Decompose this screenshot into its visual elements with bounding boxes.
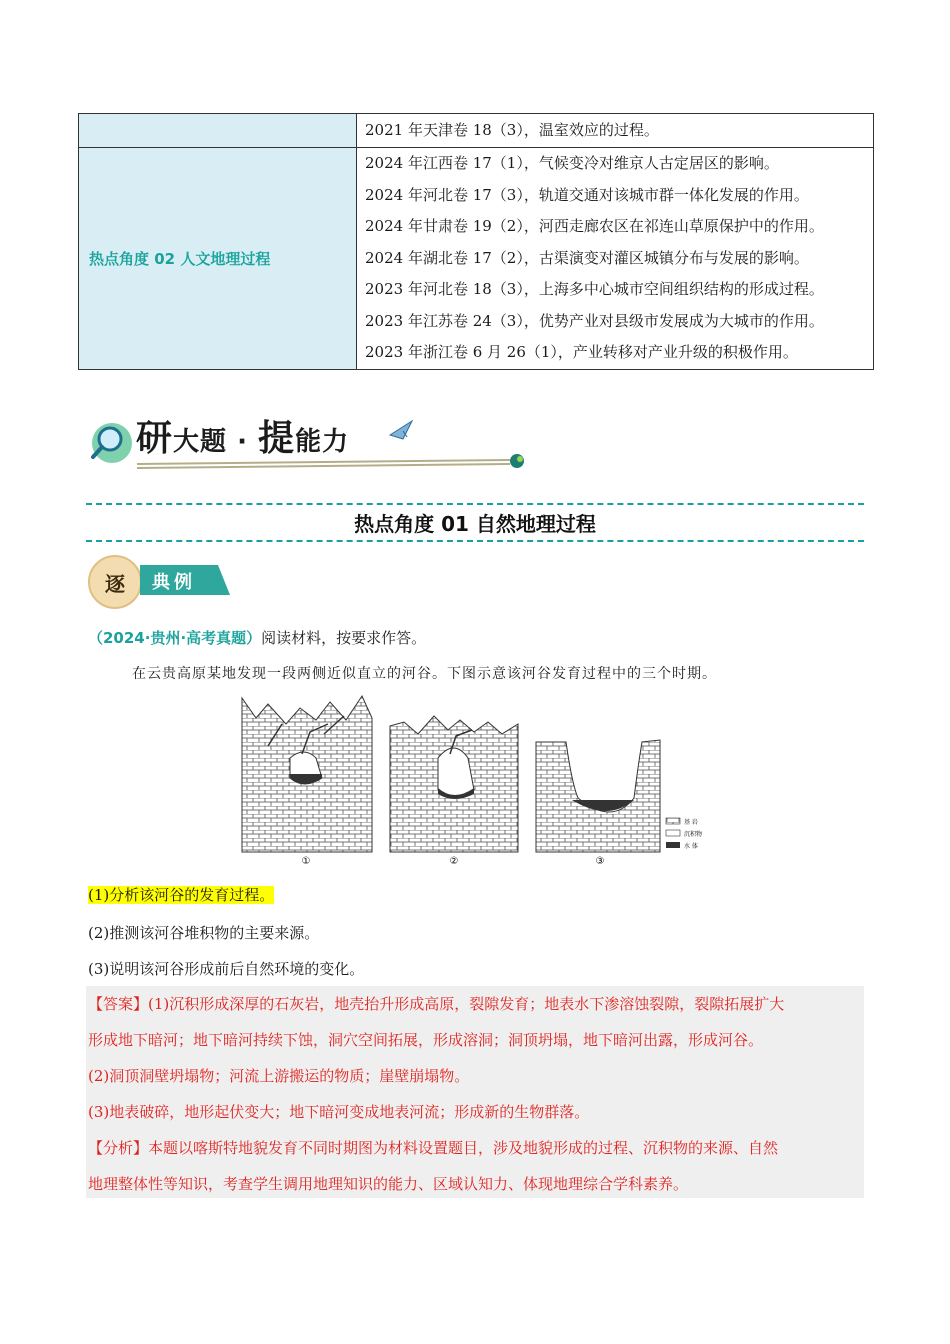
source-text: 阅读材料，按要求作答。 bbox=[261, 629, 427, 647]
stage-2-diagram bbox=[390, 716, 518, 852]
stage-3-diagram bbox=[536, 740, 660, 852]
seal-text: 逐 bbox=[105, 571, 125, 596]
valley-development-figure bbox=[238, 694, 718, 869]
stage-label: ① bbox=[301, 856, 311, 867]
question-2: (2)推测该河谷堆积物的主要来源。 bbox=[88, 924, 320, 942]
figure-legend bbox=[666, 818, 702, 850]
table-content-cell bbox=[357, 114, 874, 148]
example-seal-icon bbox=[88, 555, 142, 609]
material-text: 在云贵高原某地发现一段两侧近似直立的河谷。下图示意该河谷发育过程中的三个时期。 bbox=[132, 666, 717, 682]
exam-item: 2024 年河北卷 17（3），轨道交通对该城市群一体化发展的作用。 bbox=[365, 185, 809, 204]
paper-plane-icon bbox=[390, 421, 412, 439]
answer-line: 形成地下暗河；地下暗河持续下蚀，洞穴空间拓展，形成溶洞；洞顶坍塌，地下暗河出露，形成河谷。 bbox=[88, 1031, 764, 1049]
legend-label: 基 岩 bbox=[684, 819, 698, 826]
table-label-cell: 热点角度 02 人文地理过程 bbox=[79, 148, 357, 370]
table-row bbox=[79, 148, 874, 370]
analysis-line: 地理整体性等知识，考查学生调用地理知识的能力、区域认知力、体现地理综合学科素养。 bbox=[88, 1175, 689, 1193]
highlighted-text: (1)分析该河谷的发育过程。 bbox=[88, 886, 275, 904]
banner-char: 大题 bbox=[173, 427, 228, 457]
question-source bbox=[88, 627, 426, 648]
exam-item: 2024 年湖北卷 17（2），古渠演变对灌区城镇分布与发展的影响。 bbox=[365, 248, 809, 267]
topic-table bbox=[78, 113, 874, 370]
table-row bbox=[79, 114, 874, 148]
banner-title bbox=[136, 410, 349, 461]
divider bbox=[86, 540, 864, 542]
answer-line: 【答案】(1)沉积形成深厚的石灰岩，地壳抬升形成高原，裂隙发育；地表水下渗溶蚀裂隙，裂隙拓展扩大 bbox=[88, 995, 785, 1013]
stage-label: ③ bbox=[595, 856, 605, 867]
divider bbox=[86, 503, 864, 505]
exam-item: 2021 年天津卷 18（3），温室效应的过程。 bbox=[365, 120, 659, 139]
table-label-cell bbox=[79, 114, 357, 148]
exam-item: 2023 年河北卷 18（3），上海多中心城市空间组织结构的形成过程。 bbox=[365, 280, 824, 298]
exam-item: 2023 年浙江卷 6 月 26（1），产业转移对产业升级的积极作用。 bbox=[365, 343, 798, 361]
question-1 bbox=[88, 884, 274, 905]
banner-dot: · bbox=[237, 427, 248, 457]
banner-char: 研 bbox=[136, 418, 174, 459]
section-title: 热点角度 01 自然地理过程 bbox=[354, 512, 596, 536]
example-tag-label: 典例 bbox=[152, 572, 196, 593]
exam-item: 2024 年甘肃卷 19（2），河西走廊农区在祁连山草原保护中的作用。 bbox=[365, 217, 824, 235]
question-3: (3)说明该河谷形成前后自然环境的变化。 bbox=[88, 960, 365, 978]
answer-line: (3)地表破碎，地形起伏变大；地下暗河变成地表河流；形成新的生物群落。 bbox=[88, 1103, 590, 1121]
stage-label: ② bbox=[449, 856, 459, 867]
legend-label: 水 体 bbox=[684, 843, 698, 850]
banner-char: 提 bbox=[258, 418, 296, 459]
answer-line: (2)洞顶洞壁坍塌物；河流上游搬运的物质；崖壁崩塌物。 bbox=[88, 1067, 470, 1085]
magnifier-icon bbox=[92, 423, 132, 463]
source-tag: （2024·贵州·高考真题） bbox=[88, 629, 262, 647]
legend-label: 沉积物 bbox=[684, 831, 703, 838]
banner-char: 能力 bbox=[295, 427, 350, 457]
exam-item: 2023 年江苏卷 24（3），优势产业对县级市发展成为大城市的作用。 bbox=[365, 311, 824, 330]
table-content-cell bbox=[357, 148, 874, 370]
stage-1-diagram bbox=[242, 696, 372, 852]
exam-item: 2024 年江西卷 17（1），气候变冷对维京人古定居区的影响。 bbox=[365, 154, 779, 172]
analysis-line: 【分析】本题以喀斯特地貌发育不同时期图为材料设置题目，涉及地貌形成的过程、沉积物的来源、自然 bbox=[88, 1139, 779, 1157]
